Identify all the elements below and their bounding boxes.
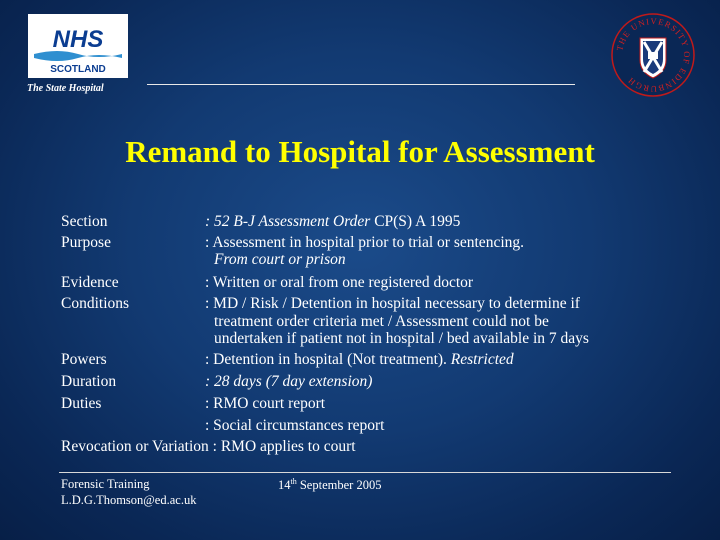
row-value-duties: : RMO court report xyxy=(205,395,326,412)
row-label-evidence: Evidence xyxy=(61,274,119,291)
powers-restricted: Restricted xyxy=(450,351,514,368)
row-value-duties-cont: : Social circumstances report xyxy=(205,417,385,434)
svg-text:NHS: NHS xyxy=(52,26,104,53)
row-value-purpose: : Assessment in hospital prior to trial or sentencing. xyxy=(205,234,524,251)
footer-training: Forensic Training xyxy=(61,477,150,491)
row-label-duration: Duration xyxy=(61,373,117,390)
org-caption: The State Hospital xyxy=(27,83,104,94)
footer-date-day: 14 xyxy=(278,478,291,493)
footer-author-email: L.D.G.Thomson@ed.ac.uk xyxy=(61,493,197,507)
footer-date xyxy=(278,477,381,493)
row-label-powers: Powers xyxy=(61,351,107,368)
row-value-powers xyxy=(205,350,514,369)
row-value-section xyxy=(205,212,460,231)
powers-text: : Detention in hospital (Not treatment). xyxy=(205,351,451,368)
row-value-conditions-cont1: treatment order criteria met / Assessment could not be xyxy=(214,313,549,330)
footer-divider xyxy=(59,472,671,473)
section-act: CP(S) A 1995 xyxy=(370,213,461,230)
row-value-evidence: : Written or oral from one registered doctor xyxy=(205,274,474,291)
svg-text:THE UNIVERSITY OF EDINBURGH: THE UNIVERSITY OF EDINBURGH xyxy=(614,15,693,95)
row-value-conditions: : MD / Risk / Detention in hospital necessary to determine if xyxy=(205,295,580,312)
university-seal-icon xyxy=(610,12,696,98)
row-label-duties: Duties xyxy=(61,395,102,412)
section-order-name: : 52 B-J Assessment Order xyxy=(205,213,371,230)
row-label-purpose: Purpose xyxy=(61,234,111,251)
slide-title: Remand to Hospital for Assessment xyxy=(125,134,595,169)
nhs-scotland-logo xyxy=(28,14,128,78)
row-label-section: Section xyxy=(61,213,108,230)
footer-date-suffix: th xyxy=(290,477,297,486)
row-value-purpose-cont: From court or prison xyxy=(214,251,346,268)
row-revocation: Revocation or Variation : RMO applies to court xyxy=(61,438,356,455)
row-label-conditions: Conditions xyxy=(61,295,130,312)
svg-text:SCOTLAND: SCOTLAND xyxy=(50,64,106,75)
footer-date-rest: September 2005 xyxy=(296,478,382,493)
row-value-duration: : 28 days (7 day extension) xyxy=(205,373,373,390)
header-divider xyxy=(147,84,575,85)
row-value-conditions-cont2: undertaken if patient not in hospital / bed available in 7 days xyxy=(214,330,589,347)
